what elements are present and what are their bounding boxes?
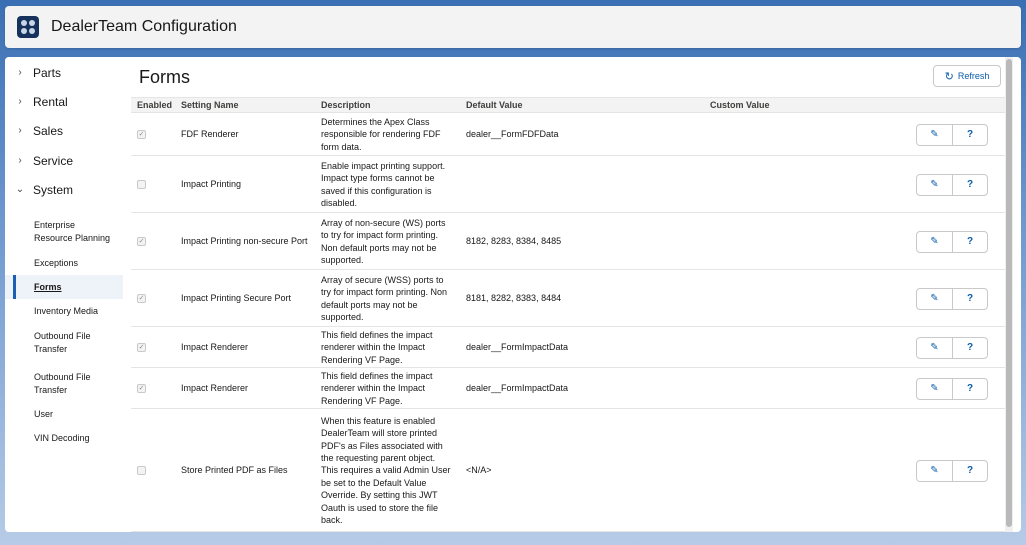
sidebar-item-outbound-file-transfer[interactable]: Outbound File Transfer	[34, 372, 91, 395]
chevron-right-icon: ›	[18, 155, 22, 166]
help-label: ?	[966, 342, 974, 353]
setting-name: Impact Printing non-secure Port	[181, 235, 308, 246]
help-button[interactable]	[952, 232, 987, 252]
help-label: ?	[966, 465, 974, 476]
edit-button[interactable]	[917, 379, 952, 399]
help-label: ?	[966, 129, 974, 140]
setting-name: Impact Renderer	[181, 341, 249, 352]
setting-description: Array of secure (WSS) ports to try for impact form printing. Non default ports may not be supported.	[321, 274, 448, 322]
setting-name: Impact Printing	[181, 178, 242, 189]
pencil-icon: ✎	[930, 383, 939, 394]
sidebar-section-label: Parts	[33, 65, 62, 80]
edit-button[interactable]	[917, 289, 952, 309]
sidebar	[5, 57, 131, 532]
table-header	[131, 97, 1013, 113]
app-logo-icon	[17, 16, 39, 38]
sidebar-item-vin-decoding[interactable]: VIN Decoding	[34, 433, 90, 443]
row-actions	[916, 174, 988, 196]
pencil-icon: ✎	[930, 179, 939, 190]
row-actions	[916, 337, 988, 359]
help-button[interactable]	[952, 175, 987, 195]
sidebar-section-rental[interactable]	[5, 87, 131, 116]
config-panel	[5, 57, 1021, 532]
enabled-checkbox[interactable]: ✓	[138, 294, 145, 302]
setting-description: Determines the Apex Class responsible for rendering FDF form data.	[321, 116, 441, 152]
pencil-icon: ✎	[930, 342, 939, 353]
default-value: 8181, 8282, 8383, 8484	[466, 292, 562, 303]
sidebar-item-outbound-file-transfer[interactable]: Outbound File Transfer	[34, 331, 91, 354]
pencil-icon: ✎	[930, 129, 939, 140]
help-label: ?	[966, 179, 974, 190]
default-value: 8182, 8283, 8384, 8485	[466, 235, 562, 246]
enabled-checkbox[interactable]: ✓	[138, 343, 145, 351]
sidebar-section-parts[interactable]	[5, 58, 131, 87]
row-actions	[916, 231, 988, 253]
refresh-button[interactable]	[933, 65, 1001, 87]
help-button[interactable]	[952, 289, 987, 309]
row-actions	[916, 378, 988, 400]
table-row	[131, 368, 1013, 409]
col-enabled[interactable]: Enabled	[137, 100, 173, 110]
table-row	[131, 409, 1013, 532]
enabled-checkbox[interactable]: ✓	[138, 384, 145, 392]
table-row	[131, 156, 1013, 213]
refresh-icon: ↻	[944, 70, 954, 83]
help-label: ?	[966, 383, 974, 394]
setting-name: Impact Printing Secure Port	[181, 292, 292, 303]
sidebar-item-exceptions[interactable]: Exceptions	[34, 258, 79, 268]
row-actions	[916, 460, 988, 482]
col-setting-name[interactable]: Setting Name	[181, 100, 239, 110]
enabled-checkbox[interactable]	[137, 466, 146, 475]
col-custom-value[interactable]: Custom Value	[710, 100, 770, 110]
edit-button[interactable]	[917, 461, 952, 481]
help-label: ?	[966, 293, 974, 304]
main-content	[131, 57, 1013, 532]
setting-description: When this feature is enabled DealerTeam will store printed PDF's as Files associated with the requesting parent object. This requires a valid Admin User be set to the Default Value Override. By setting this JWT Oauth is used to store the file back.	[321, 415, 451, 525]
setting-description: Array of non-secure (WS) ports to try for impact form printing. Non default ports may not be supported.	[321, 217, 446, 265]
row-actions	[916, 124, 988, 146]
help-label: ?	[966, 236, 974, 247]
setting-name: Store Printed PDF as Files	[181, 464, 288, 475]
chevron-right-icon: ›	[18, 67, 22, 78]
default-value: <N/A>	[466, 464, 492, 475]
sidebar-section-system[interactable]	[5, 175, 131, 204]
chevron-right-icon: ›	[18, 125, 22, 136]
sidebar-section-label: Rental	[33, 94, 68, 109]
chevron-down-icon: ⌄	[15, 184, 25, 195]
table-row	[131, 113, 1013, 156]
edit-button[interactable]	[917, 175, 952, 195]
sidebar-section-service[interactable]	[5, 146, 131, 175]
table-row	[131, 327, 1013, 368]
scrollbar-thumb[interactable]	[1006, 59, 1012, 527]
pencil-icon: ✎	[930, 236, 939, 247]
edit-button[interactable]	[917, 232, 952, 252]
sidebar-item-enterprise-resource-planning[interactable]: Enterprise Resource Planning	[34, 220, 111, 243]
enabled-checkbox[interactable]	[137, 180, 146, 189]
setting-description: This field defines the impact renderer within the Impact Rendering VF Page.	[321, 370, 433, 406]
page-title: Forms	[139, 67, 190, 87]
app-header	[5, 6, 1021, 48]
refresh-label: Refresh	[957, 71, 990, 81]
help-button[interactable]	[952, 338, 987, 358]
sidebar-section-label: Sales	[33, 123, 64, 138]
sidebar-section-label: System	[33, 182, 74, 197]
help-button[interactable]	[952, 125, 987, 145]
setting-name: FDF Renderer	[181, 128, 239, 139]
col-default-value[interactable]: Default Value	[466, 100, 523, 110]
enabled-checkbox[interactable]: ✓	[138, 237, 145, 245]
sidebar-section-label: Service	[33, 153, 74, 168]
table-row	[131, 270, 1013, 327]
default-value: dealer__FormImpactData	[466, 382, 569, 393]
edit-button[interactable]	[917, 125, 952, 145]
setting-description: Enable impact printing support. Impact type forms cannot be saved if this configuration is disabled.	[321, 160, 446, 208]
edit-button[interactable]	[917, 338, 952, 358]
default-value: dealer__FormImpactData	[466, 341, 569, 352]
col-description[interactable]: Description	[321, 100, 371, 110]
sidebar-item-user[interactable]: User	[34, 409, 54, 419]
setting-description: This field defines the impact renderer within the Impact Rendering VF Page.	[321, 329, 433, 365]
row-actions	[916, 288, 988, 310]
table-row	[131, 213, 1013, 270]
sidebar-item-inventory-media[interactable]: Inventory Media	[34, 306, 99, 316]
scrollbar[interactable]	[1005, 57, 1013, 532]
help-button[interactable]	[952, 379, 987, 399]
help-button[interactable]	[952, 461, 987, 481]
default-value: dealer__FormFDFData	[466, 128, 559, 139]
sidebar-section-sales[interactable]	[5, 116, 131, 145]
app-title: DealerTeam Configuration	[51, 18, 237, 35]
setting-name: Impact Renderer	[181, 382, 249, 393]
pencil-icon: ✎	[930, 465, 939, 476]
enabled-checkbox[interactable]: ✓	[138, 130, 145, 138]
sidebar-item-forms[interactable]: Forms	[5, 275, 123, 299]
chevron-right-icon: ›	[18, 96, 22, 107]
pencil-icon: ✎	[930, 293, 939, 304]
